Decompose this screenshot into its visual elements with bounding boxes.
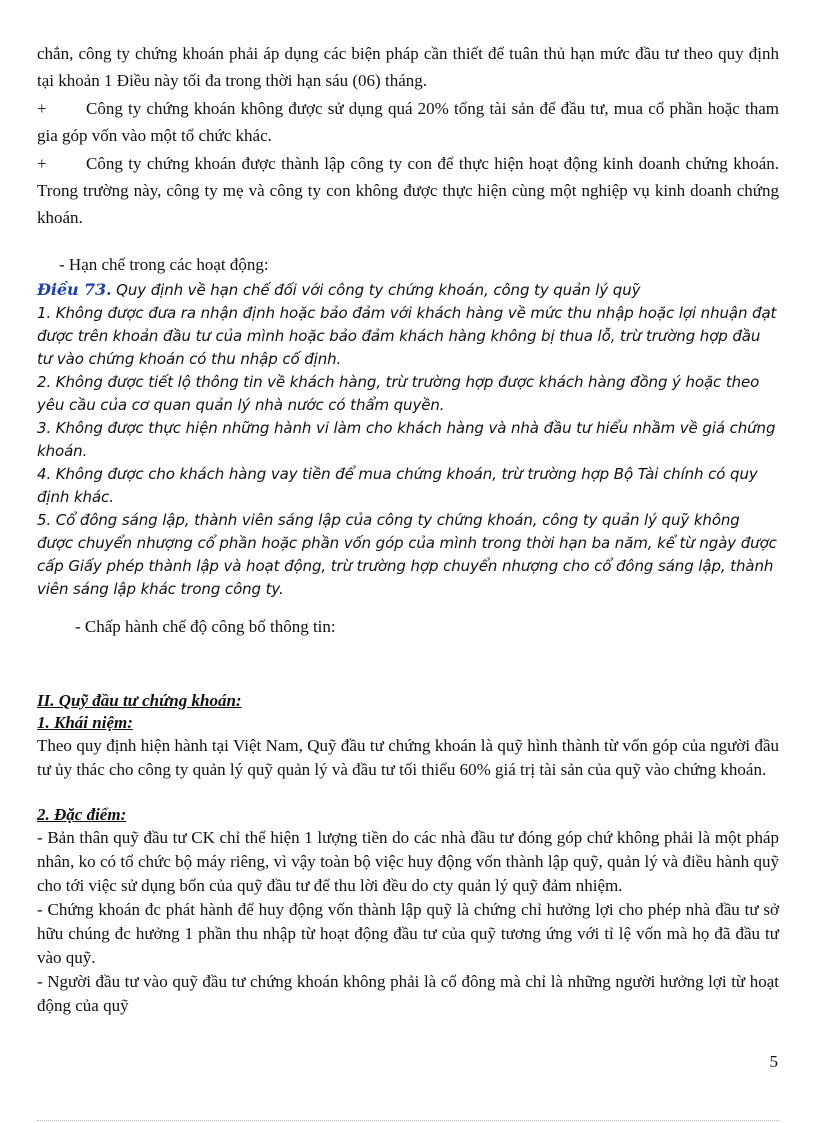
document-page [37, 40, 779, 1018]
article-73 [37, 278, 779, 601]
disclosure-label: - Chấp hành chế độ công bố thông tin: [75, 617, 336, 636]
bullet-paragraph [37, 95, 779, 149]
intro-paragraph: chắn, công ty chứng khoán phải áp dụng các biện pháp cần thiết để tuân thủ hạn mức đầu tư theo quy định tại khoản 1 Điều này tối đa trong thời hạn sáu (06) tháng. [37, 44, 779, 90]
bullet-text: Công ty chứng khoán không được sử dụng quá 20% tổng tài sản để đầu tư, mua cổ phần hoặc tham gia góp vốn vào một tổ chức khác. [37, 99, 779, 145]
features-heading: 2. Đặc điểm: [37, 805, 127, 824]
article-item: 5. Cổ đông sáng lập, thành viên sáng lập của công ty chứng khoán, công ty quản lý quỹ không được chuyển nhượng cổ phần hoặc phần vốn góp của mình trong thời hạn ba năm, kể từ ngày được cấp Giấy phép thành lập và hoạt động, trừ trường hợp chuyển nhượng cho cổ đông sáng lập, thành viên sáng lập khác trong công ty. [37, 511, 777, 598]
footer-divider [37, 1120, 779, 1121]
restriction-label: - Hạn chế trong các hoạt động: [59, 255, 269, 274]
feature-paragraph: - Bản thân quỹ đầu tư CK chỉ thể hiện 1 lượng tiền do các nhà đầu tư đóng góp chứ không phải là một pháp nhân, ko có tổ chức bộ máy riêng, vì vậy toàn bộ việc huy động vốn thành lập quỹ, quản lý và điều hành quỹ cho tới việc sử dụng bốn của quỹ đầu tư để thu lời đều do cty quản lý quỹ đảm nhiệm. [37, 828, 779, 895]
page-number: 5 [769, 1052, 778, 1071]
bullet-text: Công ty chứng khoán được thành lập công ty con để thực hiện hoạt động kinh doanh chứng khoán. Trong trường này, công ty mẹ và công ty con không được thực hiện cùng một nghiệp vụ kinh doanh chứng khoán. [37, 154, 779, 227]
feature-paragraph: - Người đầu tư vào quỹ đầu tư chứng khoán không phải là cổ đông mà chỉ là những người hưởng lợi từ hoạt động của quỹ [37, 972, 779, 1015]
article-item: 4. Không được cho khách hàng vay tiền để mua chứng khoán, trừ trường hợp Bộ Tài chính có quy định khác. [37, 465, 758, 506]
article-heading [37, 278, 779, 302]
plus-bullet-icon: + [37, 154, 47, 173]
plus-bullet-icon: + [37, 99, 47, 118]
bullet-paragraph [37, 150, 779, 231]
article-title: Quy định về hạn chế đối với công ty chứng khoán, công ty quản lý quỹ [111, 281, 641, 299]
concept-heading: 1. Khái niệm: [37, 713, 133, 732]
article-label: Điều 73. [37, 280, 112, 299]
feature-paragraph: - Chứng khoán đc phát hành để huy động vốn thành lập quỹ là chứng chỉ hưởng lợi cho phép nhà đầu tư sở hữu chúng đc hưởng 1 phần thu nhập từ hoạt động đầu tư của quỹ tương ứng với tỉ lệ vốn mà họ đã đầu tư vào quỹ. [37, 900, 779, 967]
section-heading: II. Quỹ đầu tư chứng khoán: [37, 691, 242, 710]
article-item: 2. Không được tiết lộ thông tin về khách hàng, trừ trường hợp được khách hàng đồng ý hoặc theo yêu cầu của cơ quan quản lý nhà nước có thẩm quyền. [37, 373, 760, 414]
concept-paragraph: Theo quy định hiện hành tại Việt Nam, Quỹ đầu tư chứng khoán là quỹ hình thành từ vốn góp của người đầu tư ủy thác cho công ty quản lý quỹ quản lý và đầu tư tối thiểu 60% giá trị tài sản của quỹ vào chứng khoán. [37, 736, 779, 779]
article-item: 1. Không được đưa ra nhận định hoặc bảo đảm với khách hàng về mức thu nhập hoặc lợi nhuận đạt được trên khoản đầu tư của mình hoặc bảo đảm khách hàng không bị thua lỗ, trừ trường hợp đầu tư vào chứng khoán có thu nhập cố định. [37, 304, 777, 368]
article-item: 3. Không được thực hiện những hành vi làm cho khách hàng và nhà đầu tư hiểu nhầm về giá chứng khoán. [37, 419, 776, 460]
